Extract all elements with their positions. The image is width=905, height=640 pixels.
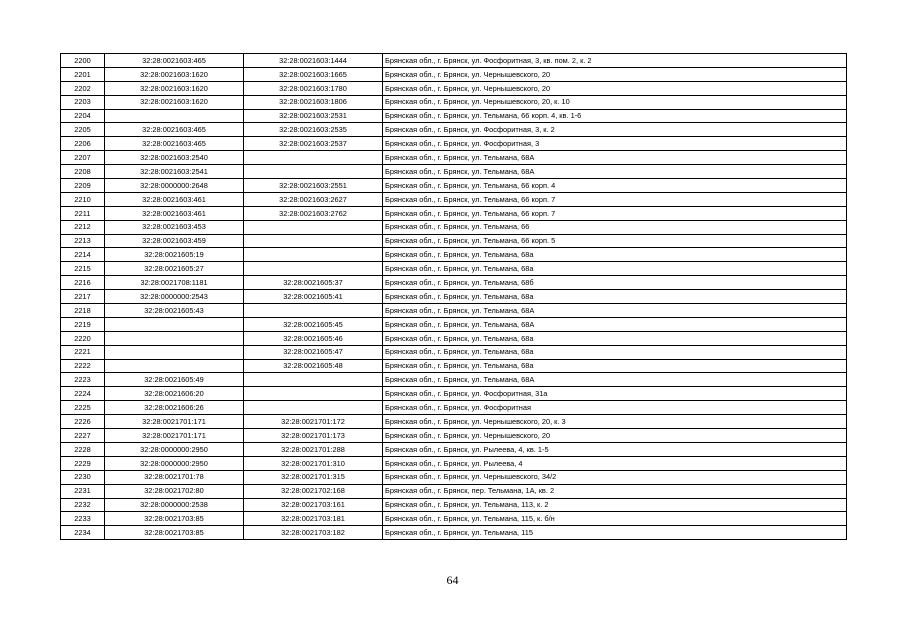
table-row (61, 67, 847, 81)
table-row (61, 109, 847, 123)
object-number-cell: 32:28:0021603:2551 (244, 179, 383, 193)
parcel-number-cell: 32:28:0000000:2648 (105, 179, 244, 193)
address-cell: Брянская обл., г. Брянск, ул. Тельмана, 68а (383, 359, 847, 373)
parcel-number-cell: 32:28:0021603:1620 (105, 95, 244, 109)
object-number-cell: 32:28:0021605:46 (244, 331, 383, 345)
table-row (61, 248, 847, 262)
object-number-cell (244, 248, 383, 262)
row-number-cell: 2214 (61, 248, 105, 262)
address-cell: Брянская обл., г. Брянск, ул. Фосфоритная (383, 401, 847, 415)
row-number-cell: 2210 (61, 192, 105, 206)
table-row (61, 359, 847, 373)
address-cell: Брянская обл., г. Брянск, ул. Тельмана, 66 корп. 4, кв. 1-6 (383, 109, 847, 123)
row-number-cell: 2220 (61, 331, 105, 345)
table-row (61, 373, 847, 387)
object-number-cell: 32:28:0021603:1665 (244, 67, 383, 81)
table-row (61, 206, 847, 220)
object-number-cell: 32:28:0021603:2627 (244, 192, 383, 206)
address-cell: Брянская обл., г. Брянск, ул. Чернышевского, 20 (383, 81, 847, 95)
row-number-cell: 2209 (61, 179, 105, 193)
object-number-cell: 32:28:0021605:41 (244, 290, 383, 304)
parcel-number-cell: 32:28:0000000:2950 (105, 442, 244, 456)
object-number-cell: 32:28:0021603:2537 (244, 137, 383, 151)
parcel-number-cell: 32:28:0021603:461 (105, 206, 244, 220)
address-cell: Брянская обл., г. Брянск, ул. Чернышевского, 20 (383, 429, 847, 443)
row-number-cell: 2228 (61, 442, 105, 456)
parcel-number-cell: 32:28:0021603:1620 (105, 67, 244, 81)
parcel-number-cell: 32:28:0021603:453 (105, 220, 244, 234)
table-row (61, 317, 847, 331)
address-cell: Брянская обл., г. Брянск, ул. Чернышевского, 20, к. 10 (383, 95, 847, 109)
parcel-number-cell: 32:28:0021603:459 (105, 234, 244, 248)
address-cell: Брянская обл., г. Брянск, ул. Тельмана, 68а (383, 331, 847, 345)
row-number-cell: 2219 (61, 317, 105, 331)
parcel-number-cell: 32:28:0021605:19 (105, 248, 244, 262)
row-number-cell: 2229 (61, 456, 105, 470)
address-cell: Брянская обл., г. Брянск, ул. Фосфоритная, 3 (383, 137, 847, 151)
table-row (61, 137, 847, 151)
row-number-cell: 2216 (61, 276, 105, 290)
object-number-cell (244, 387, 383, 401)
row-number-cell: 2227 (61, 429, 105, 443)
row-number-cell: 2222 (61, 359, 105, 373)
parcel-number-cell: 32:28:0021605:43 (105, 304, 244, 318)
parcel-number-cell: 32:28:0021708:1181 (105, 276, 244, 290)
object-number-cell: 32:28:0021605:47 (244, 345, 383, 359)
address-cell: Брянская обл., г. Брянск, ул. Чернышевского, 34/2 (383, 470, 847, 484)
address-cell: Брянская обл., г. Брянск, ул. Тельмана, 66 (383, 220, 847, 234)
table-row (61, 165, 847, 179)
object-number-cell: 32:28:0021701:288 (244, 442, 383, 456)
table-row (61, 387, 847, 401)
row-number-cell: 2208 (61, 165, 105, 179)
object-number-cell: 32:28:0021603:2762 (244, 206, 383, 220)
object-number-cell: 32:28:0021603:1780 (244, 81, 383, 95)
object-number-cell (244, 151, 383, 165)
address-cell: Брянская обл., г. Брянск, пер. Тельмана, 1А, кв. 2 (383, 484, 847, 498)
parcel-number-cell: 32:28:0021702:80 (105, 484, 244, 498)
row-number-cell: 2215 (61, 262, 105, 276)
registry-table-body (61, 54, 847, 540)
row-number-cell: 2223 (61, 373, 105, 387)
address-cell: Брянская обл., г. Брянск, ул. Чернышевского, 20, к. 3 (383, 415, 847, 429)
address-cell: Брянская обл., г. Брянск, ул. Тельмана, 68а (383, 262, 847, 276)
row-number-cell: 2201 (61, 67, 105, 81)
address-cell: Брянская обл., г. Брянск, ул. Тельмана, 66 корп. 7 (383, 192, 847, 206)
object-number-cell: 32:28:0021603:2531 (244, 109, 383, 123)
address-cell: Брянская обл., г. Брянск, ул. Фосфоритная, 3, кв. пом. 2, к. 2 (383, 54, 847, 68)
table-row (61, 304, 847, 318)
parcel-number-cell: 32:28:0021603:2540 (105, 151, 244, 165)
table-row (61, 95, 847, 109)
address-cell: Брянская обл., г. Брянск, ул. Тельмана, 115 (383, 526, 847, 540)
parcel-number-cell: 32:28:0021603:465 (105, 123, 244, 137)
object-number-cell (244, 262, 383, 276)
address-cell: Брянская обл., г. Брянск, ул. Рылеева, 4 (383, 456, 847, 470)
row-number-cell: 2230 (61, 470, 105, 484)
parcel-number-cell: 32:28:0021606:20 (105, 387, 244, 401)
row-number-cell: 2211 (61, 206, 105, 220)
address-cell: Брянская обл., г. Брянск, ул. Тельмана, 68А (383, 304, 847, 318)
object-number-cell: 32:28:0021701:315 (244, 470, 383, 484)
table-row (61, 415, 847, 429)
object-number-cell: 32:28:0021603:2535 (244, 123, 383, 137)
address-cell: Брянская обл., г. Брянск, ул. Тельмана, 68А (383, 151, 847, 165)
object-number-cell: 32:28:0021701:310 (244, 456, 383, 470)
object-number-cell: 32:28:0021703:181 (244, 512, 383, 526)
row-number-cell: 2234 (61, 526, 105, 540)
address-cell: Брянская обл., г. Брянск, ул. Тельмана, 68А (383, 373, 847, 387)
address-cell: Брянская обл., г. Брянск, ул. Тельмана, 113, к. 2 (383, 498, 847, 512)
object-number-cell (244, 373, 383, 387)
row-number-cell: 2224 (61, 387, 105, 401)
address-cell: Брянская обл., г. Брянск, ул. Тельмана, 115, к. б/н (383, 512, 847, 526)
table-row (61, 276, 847, 290)
table-row (61, 442, 847, 456)
parcel-number-cell: 32:28:0000000:2543 (105, 290, 244, 304)
parcel-number-cell: 32:28:0000000:2538 (105, 498, 244, 512)
table-row (61, 220, 847, 234)
object-number-cell: 32:28:0021605:37 (244, 276, 383, 290)
table-row (61, 331, 847, 345)
parcel-number-cell: 32:28:0021603:2541 (105, 165, 244, 179)
row-number-cell: 2225 (61, 401, 105, 415)
row-number-cell: 2200 (61, 54, 105, 68)
table-row (61, 401, 847, 415)
row-number-cell: 2217 (61, 290, 105, 304)
parcel-number-cell: 32:28:0021703:85 (105, 512, 244, 526)
row-number-cell: 2213 (61, 234, 105, 248)
parcel-number-cell: 32:28:0021603:465 (105, 137, 244, 151)
address-cell: Брянская обл., г. Брянск, ул. Чернышевского, 20 (383, 67, 847, 81)
object-number-cell: 32:28:0021605:45 (244, 317, 383, 331)
object-number-cell (244, 401, 383, 415)
object-number-cell: 32:28:0021701:173 (244, 429, 383, 443)
parcel-number-cell (105, 359, 244, 373)
row-number-cell: 2204 (61, 109, 105, 123)
address-cell: Брянская обл., г. Брянск, ул. Тельмана, 66 корп. 7 (383, 206, 847, 220)
address-cell: Брянская обл., г. Брянск, ул. Тельмана, 68а (383, 290, 847, 304)
row-number-cell: 2206 (61, 137, 105, 151)
table-row (61, 429, 847, 443)
address-cell: Брянская обл., г. Брянск, ул. Тельмана, 68а (383, 345, 847, 359)
table-row (61, 234, 847, 248)
row-number-cell: 2218 (61, 304, 105, 318)
address-cell: Брянская обл., г. Брянск, ул. Тельмана, 68А (383, 317, 847, 331)
table-row (61, 54, 847, 68)
parcel-number-cell: 32:28:0021701:171 (105, 415, 244, 429)
row-number-cell: 2203 (61, 95, 105, 109)
parcel-number-cell (105, 331, 244, 345)
parcel-number-cell: 32:28:0021606:26 (105, 401, 244, 415)
object-number-cell: 32:28:0021703:161 (244, 498, 383, 512)
parcel-number-cell: 32:28:0021605:49 (105, 373, 244, 387)
address-cell: Брянская обл., г. Брянск, ул. Тельмана, 68а (383, 248, 847, 262)
object-number-cell: 32:28:0021701:172 (244, 415, 383, 429)
parcel-number-cell: 32:28:0021603:1620 (105, 81, 244, 95)
row-number-cell: 2207 (61, 151, 105, 165)
parcel-number-cell: 32:28:0021603:461 (105, 192, 244, 206)
object-number-cell: 32:28:0021703:182 (244, 526, 383, 540)
row-number-cell: 2232 (61, 498, 105, 512)
row-number-cell: 2226 (61, 415, 105, 429)
address-cell: Брянская обл., г. Брянск, ул. Тельмана, 68А (383, 165, 847, 179)
property-registry-table (60, 53, 847, 540)
table-row (61, 470, 847, 484)
table-row (61, 345, 847, 359)
parcel-number-cell (105, 345, 244, 359)
parcel-number-cell: 32:28:0000000:2950 (105, 456, 244, 470)
table-row (61, 498, 847, 512)
address-cell: Брянская обл., г. Брянск, ул. Тельмана, 66 корп. 5 (383, 234, 847, 248)
table-row (61, 81, 847, 95)
object-number-cell (244, 304, 383, 318)
table-row (61, 179, 847, 193)
address-cell: Брянская обл., г. Брянск, ул. Тельмана, 66 корп. 4 (383, 179, 847, 193)
row-number-cell: 2202 (61, 81, 105, 95)
address-cell: Брянская обл., г. Брянск, ул. Фосфоритная, 31а (383, 387, 847, 401)
object-number-cell (244, 234, 383, 248)
row-number-cell: 2221 (61, 345, 105, 359)
row-number-cell: 2212 (61, 220, 105, 234)
parcel-number-cell: 32:28:0021701:78 (105, 470, 244, 484)
address-cell: Брянская обл., г. Брянск, ул. Рылеева, 4, кв. 1-5 (383, 442, 847, 456)
table-row (61, 192, 847, 206)
table-row (61, 262, 847, 276)
address-cell: Брянская обл., г. Брянск, ул. Фосфоритная, 3, к. 2 (383, 123, 847, 137)
parcel-number-cell: 32:28:0021701:171 (105, 429, 244, 443)
table-row (61, 512, 847, 526)
parcel-number-cell (105, 317, 244, 331)
page-number: 64 (446, 573, 459, 587)
parcel-number-cell: 32:28:0021605:27 (105, 262, 244, 276)
table-row (61, 526, 847, 540)
row-number-cell: 2205 (61, 123, 105, 137)
table-row (61, 123, 847, 137)
parcel-number-cell (105, 109, 244, 123)
table-row (61, 290, 847, 304)
parcel-number-cell: 32:28:0021703:85 (105, 526, 244, 540)
row-number-cell: 2231 (61, 484, 105, 498)
object-number-cell (244, 220, 383, 234)
object-number-cell (244, 165, 383, 179)
table-row (61, 456, 847, 470)
row-number-cell: 2233 (61, 512, 105, 526)
object-number-cell: 32:28:0021605:48 (244, 359, 383, 373)
table-row (61, 151, 847, 165)
object-number-cell: 32:28:0021603:1806 (244, 95, 383, 109)
table-row (61, 484, 847, 498)
address-cell: Брянская обл., г. Брянск, ул. Тельмана, 68б (383, 276, 847, 290)
object-number-cell: 32:28:0021702:168 (244, 484, 383, 498)
object-number-cell: 32:28:0021603:1444 (244, 54, 383, 68)
parcel-number-cell: 32:28:0021603:465 (105, 54, 244, 68)
